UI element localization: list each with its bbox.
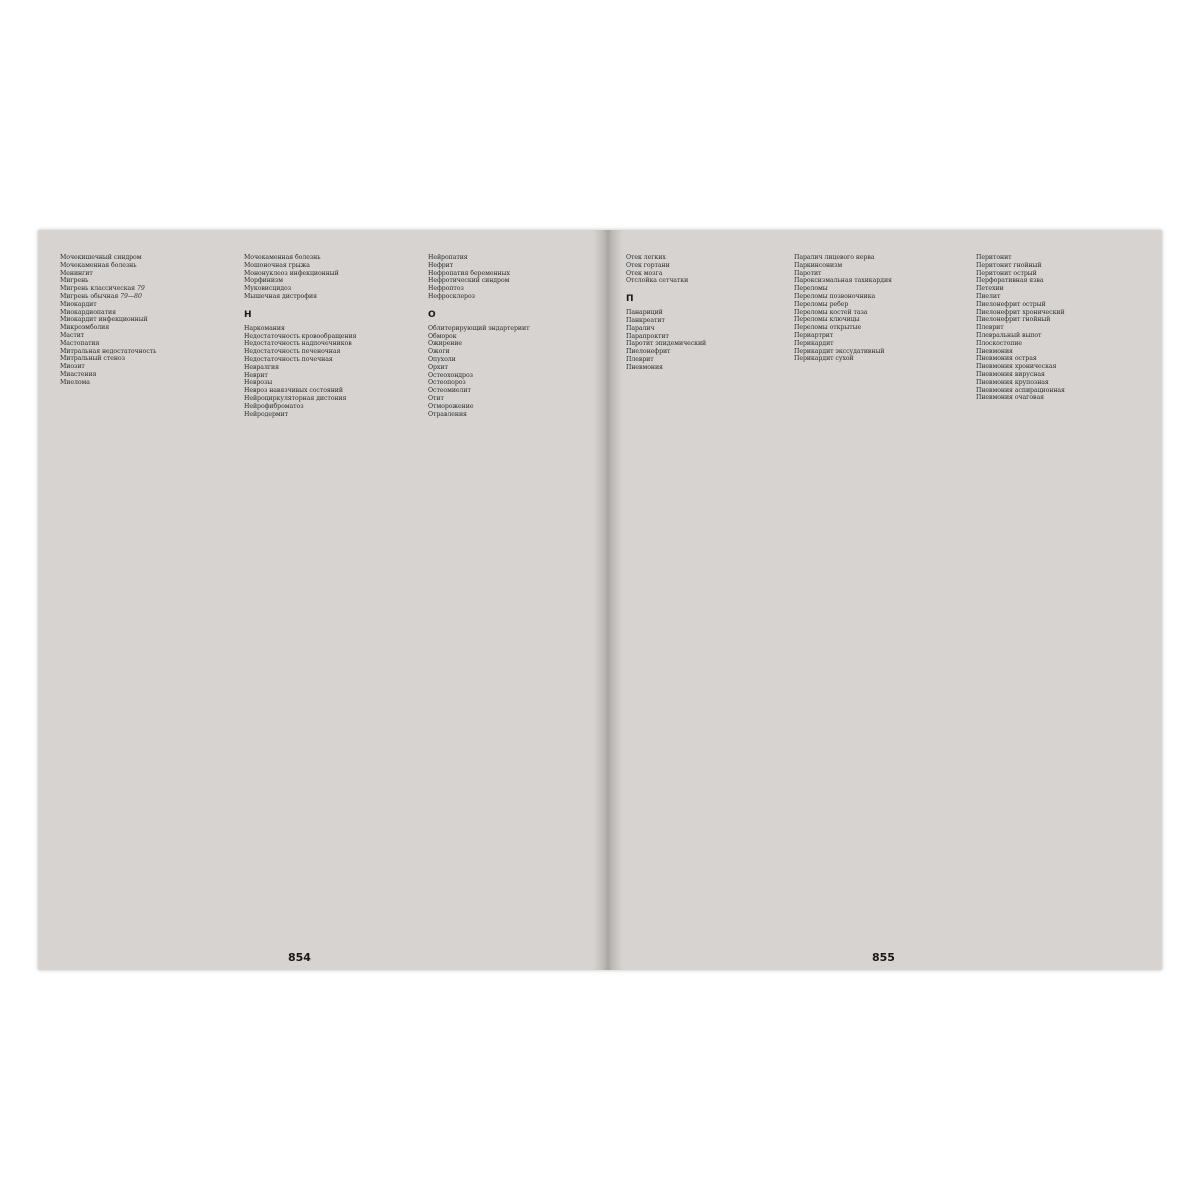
entry-term: Нейроциркуляторная дистония — [244, 394, 347, 402]
index-column — [60, 254, 236, 944]
index-entry — [794, 285, 968, 293]
index-entry — [626, 356, 784, 364]
entry-term: Отморожение — [428, 402, 474, 410]
entry-term: Пневмония — [976, 347, 1013, 355]
entry-term: Пневмония хроническая — [976, 363, 1057, 371]
index-entry — [976, 301, 1152, 309]
entry-term: Переломы открытые — [794, 324, 862, 332]
entry-term: Муковисцидоз — [244, 285, 292, 293]
entry-term: Миокардит инфекционный — [60, 316, 148, 324]
entry-term: Отек мозга — [626, 269, 663, 277]
entry-term: Мигрень обычная — [60, 292, 119, 300]
entry-term: Петехии — [976, 285, 1004, 293]
index-entry — [60, 293, 236, 301]
index-entry — [428, 348, 588, 356]
index-entry — [428, 254, 588, 262]
index-entry — [428, 364, 588, 372]
page-number: 854 — [288, 951, 311, 964]
index-entry — [60, 355, 236, 363]
index-entry — [244, 411, 420, 419]
index-entry — [428, 325, 588, 333]
index-entry — [60, 363, 236, 371]
index-entry — [60, 262, 236, 270]
book-spread — [38, 230, 1162, 970]
index-entry — [60, 309, 236, 317]
entry-term: Орхит — [428, 363, 448, 371]
index-entry — [428, 372, 588, 380]
index-entry — [244, 348, 420, 356]
entry-term: Пиелонефрит гнойный — [976, 316, 1051, 324]
index-entry — [60, 371, 236, 379]
entry-term: Мастит — [60, 331, 85, 339]
entry-pages: 79—80 — [120, 292, 142, 300]
entry-term: Переломы ключицы — [794, 316, 860, 324]
entry-term: Отравления — [428, 410, 467, 418]
section-letter: Н — [244, 309, 252, 320]
index-entry — [794, 254, 968, 262]
index-entry — [428, 395, 588, 403]
index-entry — [626, 348, 784, 356]
entry-term: Переломы — [794, 285, 828, 293]
entry-term: Периартрит — [794, 331, 834, 339]
entry-term: Мышечная дистрофия — [244, 292, 317, 300]
entry-term: Мочекишечный синдром — [60, 254, 142, 261]
entry-term: Миастения — [60, 370, 97, 378]
index-entry — [428, 293, 588, 301]
index-entry — [626, 333, 784, 341]
index-entry — [976, 316, 1152, 324]
entry-term: Паралич лицевого нерва — [794, 254, 875, 261]
entry-term: Неврит — [244, 371, 268, 379]
entry-term: Отслойка сетчатки — [626, 277, 689, 285]
entry-term: Пневмония очаговая — [976, 394, 1044, 402]
entry-term: Миокардиопатия — [60, 308, 116, 316]
entry-term: Недостаточность почечная — [244, 355, 333, 363]
index-entry — [60, 277, 236, 285]
index-entry — [626, 254, 784, 262]
index-entry — [428, 403, 588, 411]
entry-term: Переломы позвоночника — [794, 292, 876, 300]
index-entry — [428, 262, 588, 270]
index-entry — [794, 355, 968, 363]
index-entry — [976, 371, 1152, 379]
index-entry — [244, 372, 420, 380]
entry-term: Невралгия — [244, 363, 279, 371]
index-entry — [976, 277, 1152, 285]
index-entry — [794, 293, 968, 301]
index-column — [794, 254, 968, 944]
index-entry — [60, 348, 236, 356]
index-entry — [976, 348, 1152, 356]
page-number: 855 — [872, 951, 895, 964]
index-entry — [428, 270, 588, 278]
index-entry — [244, 293, 420, 301]
index-entry — [428, 285, 588, 293]
index-entry — [794, 340, 968, 348]
index-entry — [60, 301, 236, 309]
index-entry — [60, 316, 236, 324]
entry-term: Митральный стеноз — [60, 355, 125, 363]
entry-term: Мигрень классическая — [60, 285, 136, 293]
index-column — [976, 254, 1152, 944]
index-entry — [244, 379, 420, 387]
entry-term: Нефропатия беременных — [428, 269, 510, 277]
entry-term: Переломы костей таза — [794, 308, 868, 316]
entry-term: Мастопатия — [60, 339, 100, 347]
index-entry — [976, 293, 1152, 301]
index-entry — [244, 395, 420, 403]
entry-term: Остеомиелит — [428, 387, 471, 395]
entry-term: Нейропатия — [428, 254, 468, 261]
entry-term: Пиелонефрит — [626, 348, 671, 356]
entry-term: Наркомания — [244, 324, 285, 332]
entry-term: Остеопороз — [428, 379, 466, 387]
entry-term: Отек гортани — [626, 261, 670, 269]
entry-term: Опухоли — [428, 355, 456, 363]
right-page — [622, 230, 1162, 970]
entry-term: Пиелонефрит острый — [976, 300, 1046, 308]
index-entry — [976, 332, 1152, 340]
index-entry — [626, 270, 784, 278]
entry-term: Миозит — [60, 363, 85, 371]
entry-term: Перикардит сухой — [794, 355, 854, 363]
index-entry — [244, 403, 420, 411]
index-entry — [428, 411, 588, 419]
index-entry — [60, 324, 236, 332]
entry-term: Пароксизмальная тахикардия — [794, 277, 892, 285]
entry-term: Перикардит — [794, 339, 834, 347]
entry-term: Пневмония острая — [976, 355, 1037, 363]
entry-term: Нефротический синдром — [428, 277, 510, 285]
entry-term: Панкреатит — [626, 316, 665, 324]
entry-term: Мошоночная грыжа — [244, 261, 310, 269]
entry-term: Перитонит острый — [976, 269, 1037, 277]
index-entry — [794, 332, 968, 340]
index-entry — [976, 340, 1152, 348]
index-entry — [626, 340, 784, 348]
index-column — [626, 254, 784, 944]
index-entry — [428, 379, 588, 387]
index-column — [428, 254, 588, 944]
book-gutter — [594, 230, 622, 970]
entry-term: Митральная недостаточность — [60, 347, 157, 355]
entry-term: Невроз навязчивых состояний — [244, 387, 343, 395]
entry-term: Паротит — [794, 269, 822, 277]
entry-term: Отит — [428, 394, 444, 402]
entry-term: Миокардит — [60, 300, 97, 308]
index-entry — [626, 277, 784, 285]
entry-term: Неврозы — [244, 379, 273, 387]
entry-term: Нефросклероз — [428, 292, 475, 300]
index-entry — [244, 270, 420, 278]
entry-term: Паралич — [626, 324, 655, 332]
entry-term: Ожирение — [428, 340, 463, 348]
index-entry — [244, 254, 420, 262]
entry-term: Плевральный выпот — [976, 331, 1042, 339]
index-entry — [60, 254, 236, 262]
entry-term: Недостаточность печеночная — [244, 348, 341, 356]
index-entry — [976, 254, 1152, 262]
entry-term: Переломы ребер — [794, 300, 849, 308]
entry-term: Миелома — [60, 378, 90, 386]
index-entry — [244, 333, 420, 341]
index-entry — [626, 317, 784, 325]
entry-term: Обморок — [428, 332, 457, 340]
index-entry — [428, 333, 588, 341]
entry-term: Мигрень — [60, 277, 89, 285]
entry-term: Пиелонефрит хронический — [976, 308, 1065, 316]
entry-term: Мочекаменная болезнь — [60, 261, 137, 269]
index-entry — [244, 325, 420, 333]
entry-term: Недостаточность надпочечников — [244, 340, 352, 348]
entry-term: Нефрит — [428, 261, 454, 269]
index-entry — [244, 340, 420, 348]
entry-term: Перикардит экссудативный — [794, 347, 885, 355]
entry-term: Пневмония вирусная — [976, 370, 1045, 378]
entry-term: Морфинизм — [244, 277, 283, 285]
index-entry — [244, 262, 420, 270]
entry-term: Отек легких — [626, 254, 666, 261]
index-entry — [244, 285, 420, 293]
index-entry — [976, 363, 1152, 371]
entry-term: Плоскостопие — [976, 339, 1023, 347]
index-entry — [626, 325, 784, 333]
index-column — [244, 254, 420, 944]
entry-term: Мочекаменная болезнь — [244, 254, 321, 261]
section-letter: П — [626, 294, 634, 305]
index-entry — [60, 379, 236, 387]
entry-term: Остеохондроз — [428, 371, 473, 379]
index-entry — [244, 277, 420, 285]
entry-pages: 79 — [136, 285, 145, 293]
index-entry — [244, 387, 420, 395]
entry-term: Пиелит — [976, 292, 1001, 300]
index-entry — [626, 262, 784, 270]
entry-term: Мононуклеоз инфекционный — [244, 269, 339, 277]
index-entry — [60, 270, 236, 278]
index-entry — [976, 355, 1152, 363]
entry-term: Плеврит — [626, 355, 654, 363]
index-entry — [794, 348, 968, 356]
index-entry — [976, 379, 1152, 387]
entry-term: Паркинсонизм — [794, 261, 843, 269]
entry-term: Пневмония крупозная — [976, 378, 1049, 386]
entry-term: Пневмония — [626, 363, 663, 371]
entry-term: Нейродермит — [244, 410, 289, 418]
index-entry — [794, 270, 968, 278]
entry-term: Перитонит гнойный — [976, 261, 1042, 269]
entry-term: Менингит — [60, 269, 93, 277]
index-entry — [976, 262, 1152, 270]
index-entry — [60, 285, 236, 293]
index-entry — [428, 277, 588, 285]
index-entry — [976, 324, 1152, 332]
entry-term: Микроэмболия — [60, 324, 110, 332]
entry-term: Парапроктит — [626, 332, 669, 340]
index-entry — [976, 387, 1152, 395]
index-entry — [244, 356, 420, 364]
index-entry — [428, 387, 588, 395]
entry-term: Перитонит — [976, 254, 1012, 261]
entry-term: Плеврит — [976, 324, 1004, 332]
entry-term: Нейрофиброматоз — [244, 402, 304, 410]
index-entry — [794, 262, 968, 270]
left-page — [38, 230, 594, 970]
index-entry — [244, 364, 420, 372]
index-entry — [428, 340, 588, 348]
entry-term: Паротит эпидемический — [626, 340, 707, 348]
entry-term: Пневмония аспирационная — [976, 386, 1065, 394]
index-entry — [626, 364, 784, 372]
index-entry — [428, 356, 588, 364]
index-entry — [976, 270, 1152, 278]
index-entry — [794, 309, 968, 317]
entry-term: Облитерирующий эндартериит — [428, 324, 530, 332]
index-entry — [626, 309, 784, 317]
index-entry — [794, 316, 968, 324]
index-entry — [60, 332, 236, 340]
index-entry — [976, 285, 1152, 293]
index-entry — [794, 324, 968, 332]
index-entry — [976, 309, 1152, 317]
index-entry — [794, 301, 968, 309]
index-entry — [794, 277, 968, 285]
entry-term: Ожоги — [428, 348, 450, 356]
entry-term: Панариций — [626, 309, 663, 317]
section-letter: О — [428, 309, 436, 320]
entry-term: Перфоративная язва — [976, 277, 1044, 285]
entry-term: Нефроптоз — [428, 285, 464, 293]
entry-term: Недостаточность кровообращения — [244, 332, 357, 340]
index-entry — [976, 394, 1152, 402]
index-entry — [60, 340, 236, 348]
